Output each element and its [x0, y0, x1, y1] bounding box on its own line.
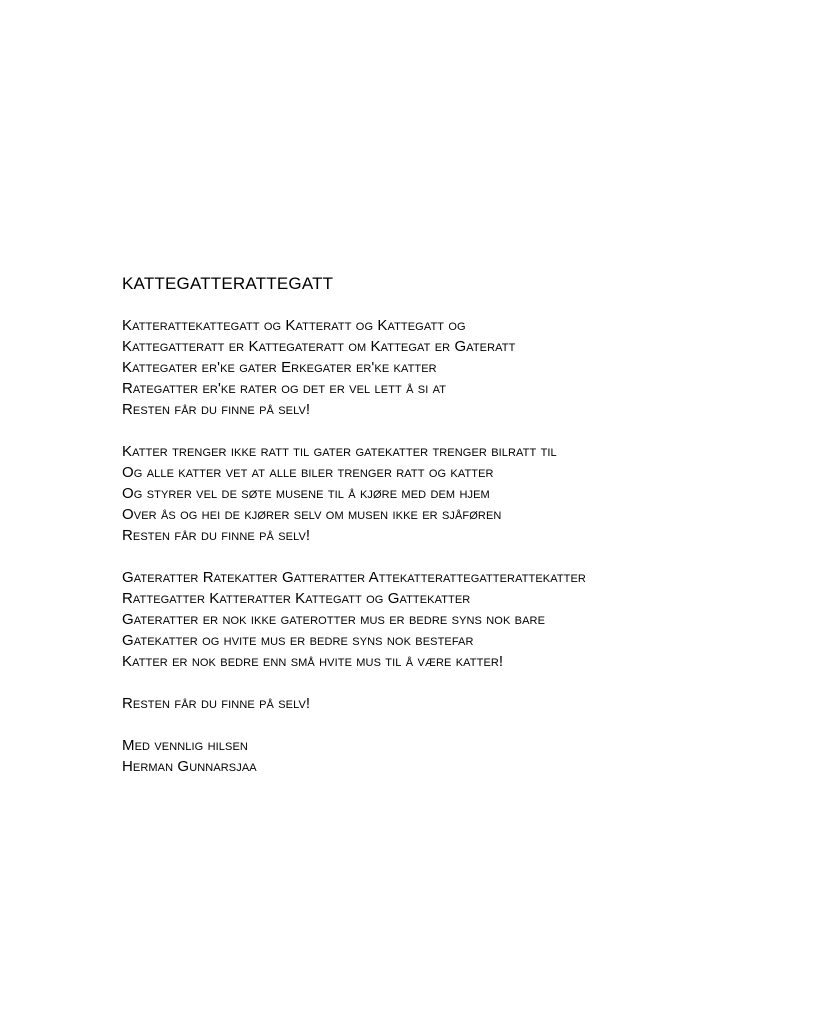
closing-line: Med vennlig hilsen	[122, 737, 248, 754]
poem-line: Katterattekattegatt og Katteratt og Kattegatt og	[122, 317, 466, 334]
poem-line: Gateratter Ratekatter Gatteratter Attekatterattegatterattekatter	[122, 569, 586, 586]
poem-line: Katter trenger ikke ratt til gater gatekatter trenger bilratt til	[122, 443, 557, 460]
poem-line: Gateratter er nok ikke gaterotter mus er bedre syns nok bare	[122, 611, 546, 628]
poem-line: Gatekatter og hvite mus er bedre syns nok bestefar	[122, 632, 474, 649]
poem-line: Og styrer vel de søte musene til å kjøre med dem hjem	[122, 485, 490, 502]
poem-line: Kattegater er'ke gater Erkegater er'ke katter	[122, 359, 437, 376]
poem-line: Rattegatter Katteratter Kattegatt og Gattekatter	[122, 590, 471, 607]
author-name: Herman Gunnarsjaa	[122, 758, 257, 775]
poem-line: Over ås og hei de kjører selv om musen ikke er sjåføren	[122, 506, 502, 523]
poem-line: Resten får du finne på selv!	[122, 695, 311, 712]
signature	[122, 735, 812, 777]
stanza-1	[122, 315, 812, 420]
poem-page	[122, 273, 812, 798]
poem-line: Resten får du finne på selv!	[122, 527, 311, 544]
poem-line: Resten får du finne på selv!	[122, 401, 311, 418]
stanza-4	[122, 693, 812, 714]
stanza-2	[122, 441, 812, 546]
poem-title: KATTEGATTERATTEGATT	[122, 274, 334, 293]
stanza-3	[122, 567, 812, 672]
poem-line: Rategatter er'ke rater og det er vel lett å si at	[122, 380, 447, 397]
poem-line: Og alle katter vet at alle biler trenger ratt og katter	[122, 464, 494, 481]
poem-line: Kattegatteratt er Kattegateratt om Kattegat er Gateratt	[122, 338, 516, 355]
poem-line: Katter er nok bedre enn små hvite mus til å være katter!	[122, 653, 504, 670]
